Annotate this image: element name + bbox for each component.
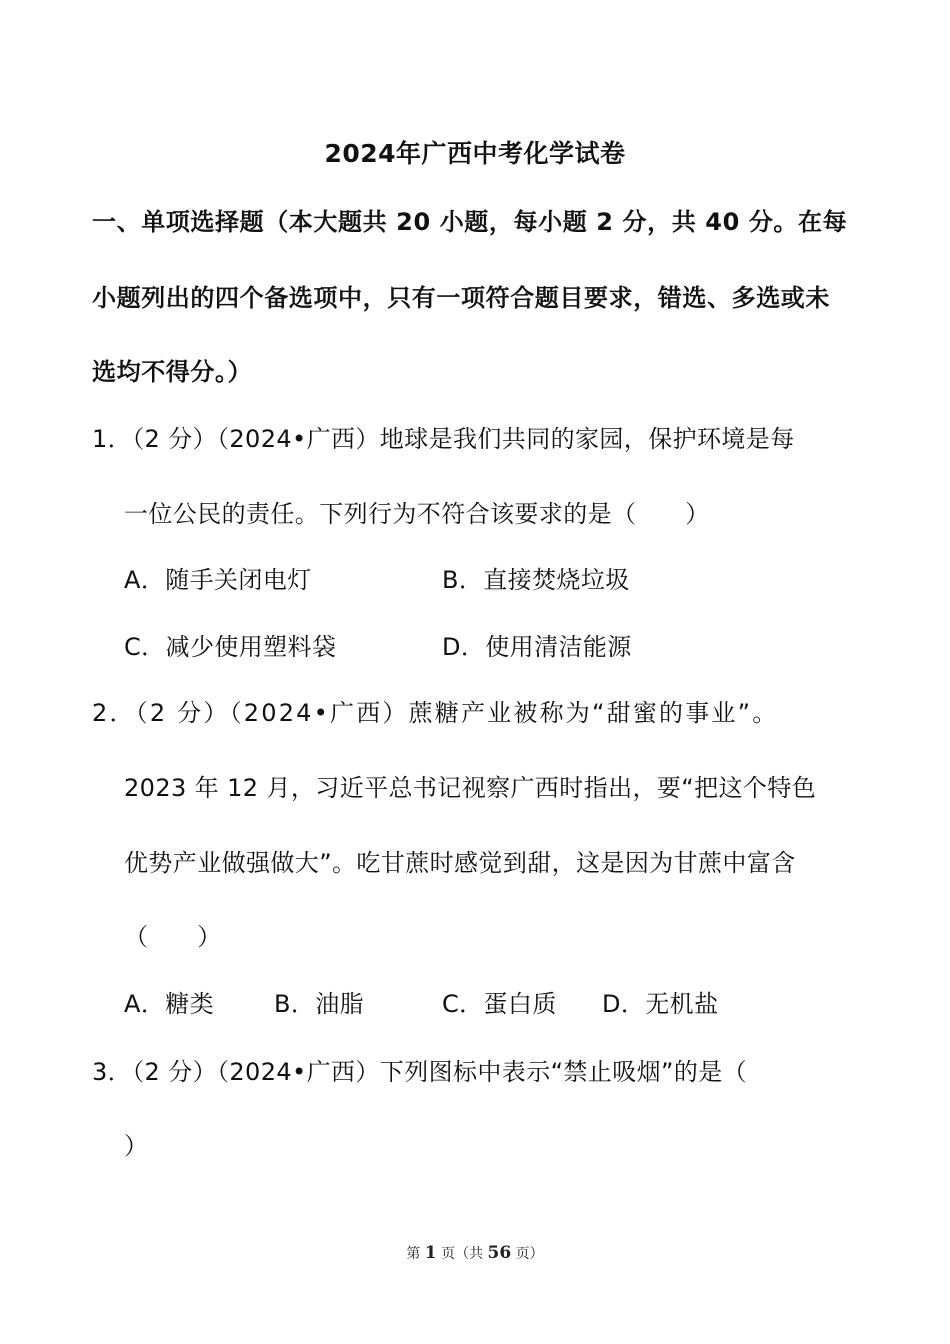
question-2-option-b: B．油脂: [274, 990, 365, 1018]
footer-suffix: 页）: [515, 1246, 544, 1262]
question-1-option-d: D．使用清洁能源: [442, 633, 632, 661]
question-3-stem-line-2: ）: [124, 1132, 149, 1160]
footer-page-number: 1: [424, 1243, 437, 1263]
footer-total-pages: 56: [487, 1243, 512, 1263]
question-1-stem-line-1: 1．（2 分）（2024•广西）地球是我们共同的家园，保护环境是每: [92, 425, 795, 453]
footer-middle: 页（共: [441, 1246, 484, 1262]
page-title: 2024年广西中考化学试卷: [324, 139, 626, 168]
section-heading-line-1: 一、单项选择题（本大题共 20 小题，每小题 2 分，共 40 分。在每: [92, 208, 848, 236]
section-heading-line-3: 选均不得分。）: [92, 358, 253, 386]
question-2-option-d: D．无机盐: [602, 990, 719, 1018]
section-heading-line-2: 小题列出的四个备选项中，只有一项符合题目要求，错选、多选或未: [92, 284, 830, 312]
question-2-option-c: C．蛋白质: [442, 990, 557, 1018]
question-2-stem-line-4: （ ）: [124, 923, 222, 951]
question-1-option-b: B．直接焚烧垃圾: [442, 566, 630, 594]
footer-prefix: 第: [406, 1246, 421, 1262]
page-footer: [0, 1243, 950, 1263]
question-2-stem-line-1: 2．（2 分）（2024•广西）蔗糖产业被称为“甜蜜的事业”。: [92, 699, 779, 727]
question-2-stem-line-3: 优势产业做强做大”。吃甘蔗时感觉到甜，这是因为甘蔗中富含: [124, 849, 796, 877]
question-2-stem-line-2: 2023 年 12 月，习近平总书记视察广西时指出，要“把这个特色: [124, 774, 817, 802]
question-3-stem-line-1: 3．（2 分）（2024•广西）下列图标中表示“禁止吸烟”的是（: [92, 1058, 748, 1086]
question-1-option-a: A．随手关闭电灯: [124, 566, 312, 594]
question-1-stem-line-2: 一位公民的责任。下列行为不符合该要求的是（ ）: [124, 500, 710, 528]
question-1-option-c: C．减少使用塑料袋: [124, 633, 337, 661]
question-2-option-a: A．糖类: [124, 990, 215, 1018]
